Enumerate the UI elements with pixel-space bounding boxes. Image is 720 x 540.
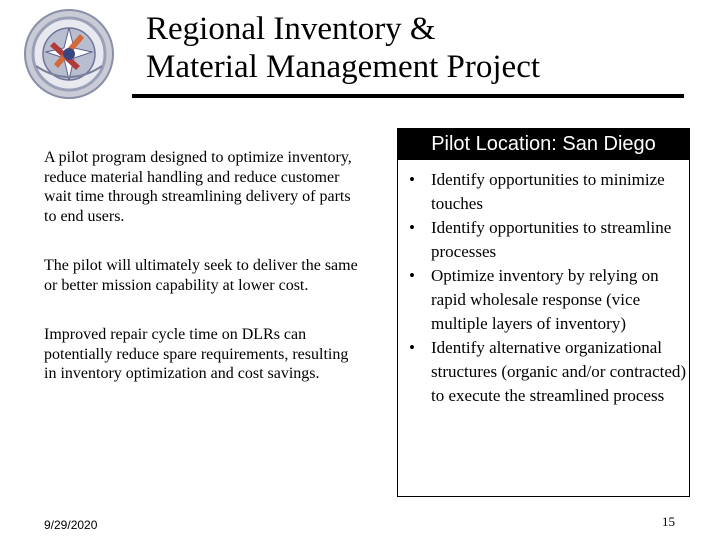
page-number: 15 — [662, 514, 675, 529]
list-item-text: Identify opportunities to minimize touches — [431, 170, 665, 213]
pilot-location-panel — [397, 160, 690, 497]
list-item — [398, 216, 689, 264]
bullet-icon: • — [409, 338, 415, 357]
paragraph-repair-cycle: Improved repair cycle time on DLRs can potentially reduce spare requirements, resulting in inventory optimization and cost savings. — [44, 326, 349, 382]
list-item-text: Optimize inventory by relying on rapid wholesale response (vice multiple layers of inventory) — [431, 266, 659, 333]
left-text-column — [44, 148, 362, 414]
slide-title-line-2: Material Management Project — [146, 49, 541, 85]
list-item — [398, 264, 689, 336]
list-item — [398, 168, 689, 216]
bullet-icon: • — [409, 218, 415, 237]
paragraph-pilot-program: A pilot program designed to optimize inventory, reduce material handling and reduce customer wait time through streamlining delivery of parts to end users. — [44, 149, 352, 225]
list-item-text: Identify alternative organizational structures (organic and/or contracted) to execute the streamlined process — [431, 338, 687, 405]
pilot-goals-list — [398, 160, 689, 408]
bullet-icon: • — [409, 170, 415, 189]
paragraph-mission-capability: The pilot will ultimately seek to deliver the same or better mission capability at lower cost. — [44, 257, 358, 294]
seal-logo-icon — [14, 8, 124, 100]
title-underline — [132, 94, 684, 98]
bullet-icon: • — [409, 266, 415, 285]
footer-date: 9/29/2020 — [44, 518, 98, 532]
pilot-location-header: Pilot Location: San Diego — [397, 128, 690, 160]
slide-title — [146, 10, 686, 86]
list-item — [398, 336, 689, 408]
slide-title-line-1: Regional Inventory & — [146, 11, 436, 47]
list-item-text: Identify opportunities to streamline processes — [431, 218, 672, 261]
